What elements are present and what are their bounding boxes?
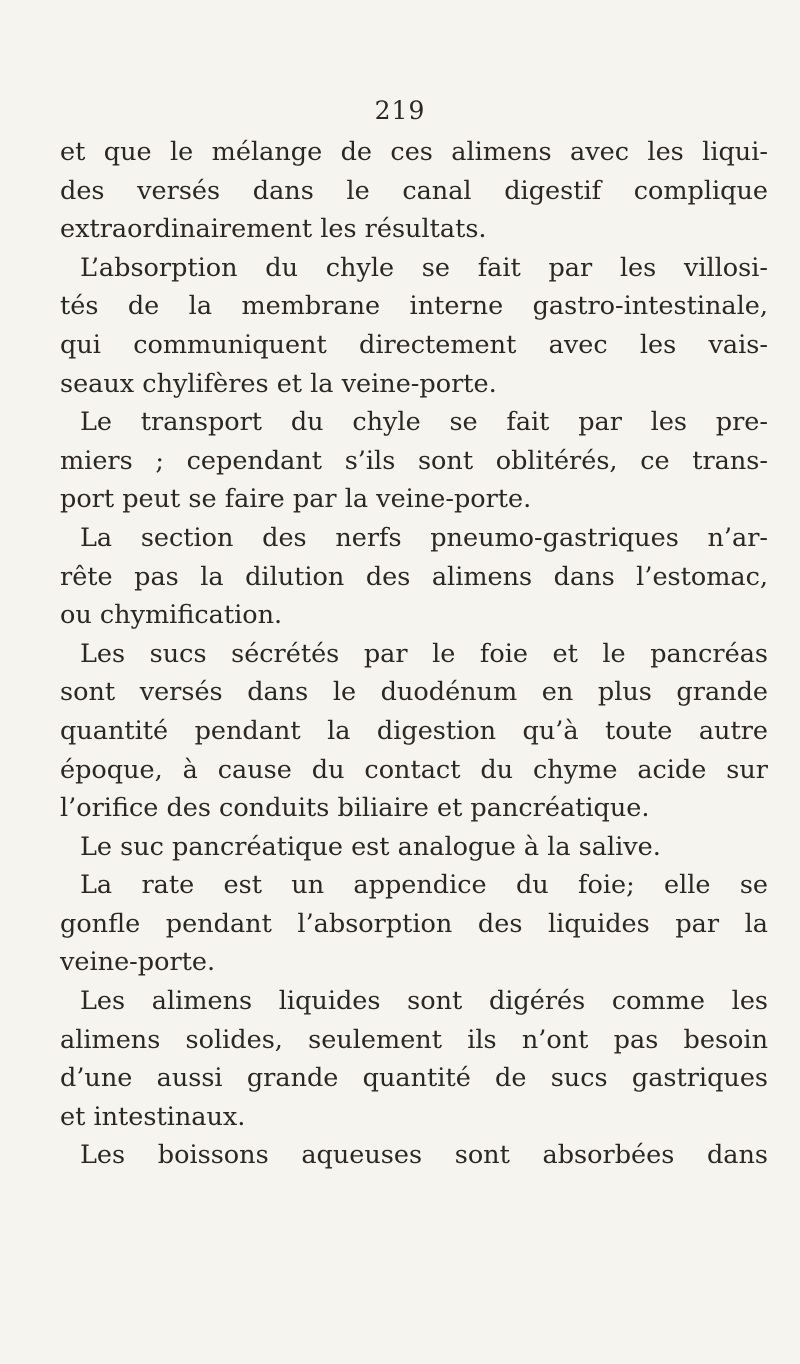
text-line: rête pas la dilution des alimens dans l’estomac,	[60, 561, 768, 592]
text-line: alimens solides, seulement ils n’ont pas besoin	[60, 1024, 768, 1055]
page-number: 219	[374, 96, 426, 125]
text-line: miers ; cependant s’ils sont oblitérés, ce trans-	[60, 445, 768, 476]
text-line: port peut se faire par la veine-porte.	[60, 484, 532, 515]
text-line: et intestinaux.	[60, 1101, 246, 1132]
text-line: extraordinairement les résultats.	[60, 214, 487, 245]
text-line: La rate est un appendice du foie; elle se	[80, 870, 768, 901]
text-line: seaux chylifères et la veine-porte.	[60, 368, 497, 399]
text-line: des versés dans le canal digestif complique	[60, 175, 768, 206]
text-line: veine-porte.	[60, 947, 216, 978]
text-line: Les sucs sécrétés par le foie et le pancréas	[80, 638, 768, 669]
text-line: sont versés dans le duodénum en plus grande	[60, 677, 768, 708]
body-text	[60, 133, 768, 1175]
text-line: et que le mélange de ces alimens avec les liqui-	[60, 137, 768, 167]
text-line: L’absorption du chyle se fait par les villosi-	[80, 252, 768, 283]
text-line: gonfle pendant l’absorption des liquides par la	[60, 908, 768, 939]
text-line: La section des nerfs pneumo-gastriques n’ar-	[80, 522, 768, 553]
text-line: Le suc pancréatique est analogue à la salive.	[80, 831, 661, 862]
text-line: ou chymification.	[60, 600, 283, 631]
text-line: d’une aussi grande quantité de sucs gastriques	[60, 1063, 768, 1094]
text-line: Les boissons aqueuses sont absorbées dans	[80, 1140, 768, 1171]
text-line: quantité pendant la digestion qu’à toute autre	[60, 715, 768, 746]
text-line: Les alimens liquides sont digérés comme les	[80, 986, 768, 1017]
text-line: époque, à cause du contact du chyme acide sur	[60, 754, 768, 785]
text-line: tés de la membrane interne gastro-intestinale,	[60, 291, 768, 322]
text-line: l’orifice des conduits biliaire et pancréatique.	[60, 793, 650, 824]
text-line: qui communiquent directement avec les vais-	[60, 329, 768, 360]
text-line: Le transport du chyle se fait par les pre-	[80, 407, 768, 438]
